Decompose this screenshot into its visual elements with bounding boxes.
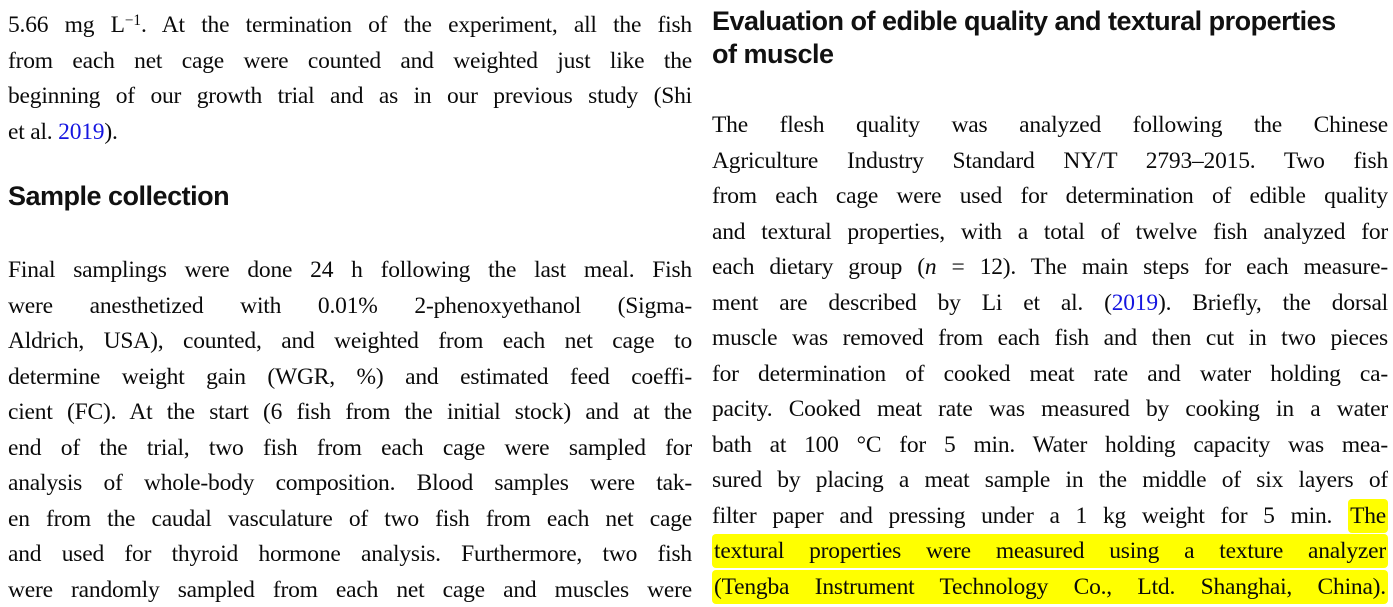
text-line bbox=[8, 289, 692, 325]
text-run: ). Briefly, the dorsal bbox=[1157, 289, 1388, 316]
text-run: Agriculture Industry Standard NY/T 2793–2015. Two fish bbox=[712, 147, 1388, 174]
text-line bbox=[712, 215, 1388, 251]
text-run: and textural properties, with a total of twelve fish analyzed for bbox=[712, 218, 1388, 245]
text-line bbox=[712, 534, 1388, 570]
text-run: en from the caudal vasculature of two fish from each net cage bbox=[8, 505, 692, 532]
text-run: sured by placing a meat sample in the middle of six layers of bbox=[712, 467, 1388, 493]
text-run: et al. bbox=[8, 118, 59, 145]
text-run: determine weight gain (WGR, %) and estimated feed coeffi- bbox=[8, 363, 692, 390]
text-line bbox=[712, 108, 1388, 144]
text-run: beginning of our growth trial and as in our previous study (Shi bbox=[8, 83, 692, 109]
text-run: . At the termination of the experiment, all the fish bbox=[141, 12, 692, 38]
text-line bbox=[712, 357, 1388, 393]
text-run: from each cage were used for determination of edible quality bbox=[712, 183, 1388, 209]
text-run: for determination of cooked meat rate and water holding ca- bbox=[712, 360, 1388, 387]
highlighted-text: (Tengba Instrument Technology Co., Ltd. Shanghai, China). bbox=[712, 570, 1388, 604]
text-line bbox=[8, 180, 692, 213]
text-line bbox=[8, 573, 692, 607]
paragraph-experiment-termination bbox=[8, 8, 692, 150]
right-column bbox=[712, 0, 1388, 605]
superscript-text: −1 bbox=[124, 12, 142, 30]
text-line bbox=[712, 5, 1388, 38]
paragraph-final-samplings bbox=[8, 253, 692, 607]
text-line bbox=[8, 79, 692, 115]
text-run: were anesthetized with 0.01% 2-phenoxyethanol (Sigma- bbox=[8, 292, 692, 319]
text-line bbox=[712, 428, 1388, 464]
text-line bbox=[712, 499, 1388, 535]
text-line bbox=[712, 392, 1388, 428]
text-run: ). bbox=[104, 118, 118, 145]
text-line bbox=[712, 250, 1388, 286]
text-line bbox=[712, 321, 1388, 357]
text-line bbox=[8, 395, 692, 431]
text-run: pacity. Cooked meat rate was measured by cooking in a water bbox=[712, 396, 1388, 422]
text-line bbox=[712, 179, 1388, 215]
text-run: of muscle bbox=[712, 39, 834, 69]
citation-link[interactable]: 2019 bbox=[58, 118, 105, 145]
text-run: Sample collection bbox=[8, 181, 230, 211]
italic-text: n bbox=[924, 254, 937, 280]
text-run: ment are described by Li et al. ( bbox=[712, 289, 1112, 316]
text-run: filter paper and pressing under a 1 kg weight for 5 min. bbox=[712, 502, 1349, 529]
text-run: bath at 100 °C for 5 min. Water holding capacity was mea- bbox=[712, 431, 1388, 458]
text-run: = 12). The main steps for each measure- bbox=[936, 254, 1388, 280]
text-line bbox=[8, 502, 692, 538]
highlighted-text: The bbox=[1348, 499, 1388, 533]
text-line bbox=[8, 8, 692, 44]
citation-link[interactable]: 2019 bbox=[1111, 289, 1158, 316]
text-run: analysis of whole-body composition. Blood samples were tak- bbox=[8, 470, 692, 496]
text-line bbox=[8, 537, 692, 573]
section-heading-sample-collection bbox=[8, 180, 692, 213]
text-line bbox=[712, 570, 1388, 606]
text-line bbox=[8, 324, 692, 360]
text-line bbox=[712, 463, 1388, 499]
highlighted-text: textural properties were measured using a texture analyzer bbox=[712, 534, 1388, 568]
text-line bbox=[8, 115, 692, 151]
text-line bbox=[8, 44, 692, 80]
text-run: cient (FC). At the start (6 fish from the initial stock) and at the bbox=[8, 399, 692, 425]
text-run: each dietary group ( bbox=[712, 254, 925, 280]
text-run: muscle was removed from each fish and then cut in two pieces bbox=[712, 325, 1388, 351]
text-run: from each net cage were counted and weighted just like the bbox=[8, 47, 692, 74]
text-line bbox=[712, 286, 1388, 322]
paragraph-flesh-quality bbox=[712, 108, 1388, 605]
text-run: 5.66 mg L bbox=[8, 12, 125, 38]
text-line bbox=[712, 38, 1388, 71]
text-run: Evaluation of edible quality and textural properties bbox=[712, 6, 1336, 36]
text-run: The flesh quality was analyzed following the Chinese bbox=[712, 112, 1388, 138]
text-line bbox=[712, 144, 1388, 180]
section-heading-evaluation-edible-quality bbox=[712, 5, 1388, 71]
text-run: Final samplings were done 24 h following the last meal. Fish bbox=[8, 257, 692, 283]
left-column bbox=[8, 0, 692, 607]
text-line bbox=[8, 360, 692, 396]
text-run: end of the trial, two fish from each cage were sampled for bbox=[8, 434, 692, 461]
text-run: Aldrich, USA), counted, and weighted from each net cage to bbox=[8, 328, 692, 354]
text-line bbox=[8, 431, 692, 467]
text-run: and used for thyroid hormone analysis. Furthermore, two fish bbox=[8, 541, 692, 567]
text-line bbox=[8, 466, 692, 502]
text-line bbox=[8, 253, 692, 289]
text-run: were randomly sampled from each net cage and muscles were bbox=[8, 576, 692, 603]
